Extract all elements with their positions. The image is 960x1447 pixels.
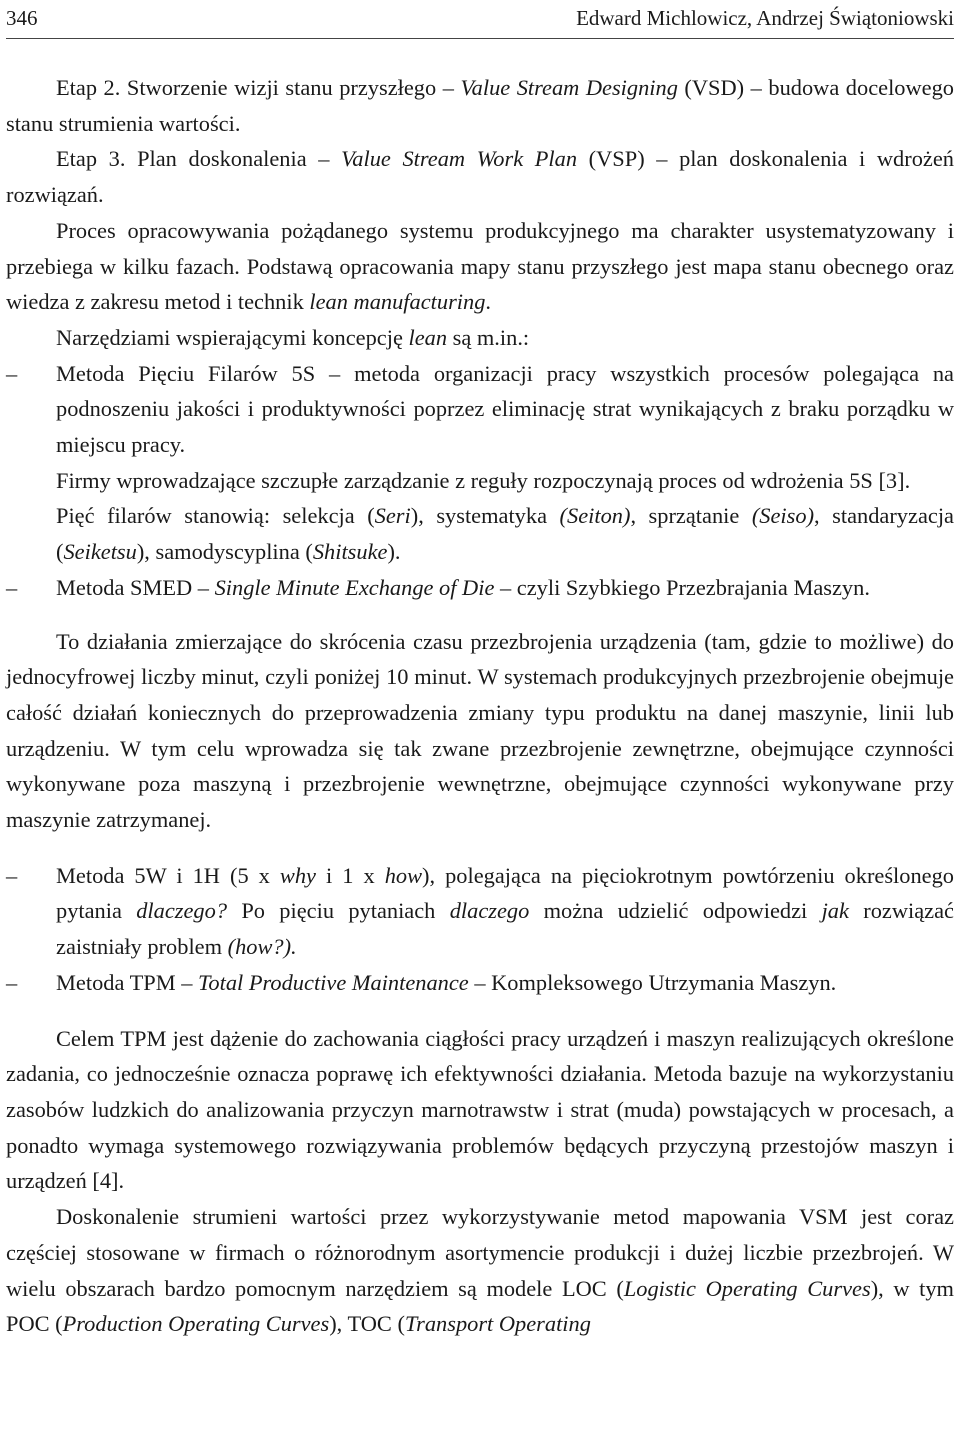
term-toc: Transport Operating [404,1311,591,1337]
header-authors: Edward Michlowicz, Andrzej Świątoniowski [576,5,954,30]
spacer [6,606,954,624]
text-run: ), TOC ( [329,1311,405,1337]
list-dash: – [6,360,18,386]
text-run: ), polegająca na pięciokrotnym powtórzeniu określonego pytania [56,862,954,924]
list-item-smed [6,570,954,606]
text-run: Po pięciu pytaniach [227,898,450,924]
term-poc: Production Operating Curves [62,1311,330,1337]
text-run: Doskonalenie strumieni wartości przez wykorzystywanie metod mapowania VSM jest coraz częściej stosowane w firmach o różnorodnym asortymencie produkcji i dużej liczbie przezbrojeń. W wielu obszarach bardzo pomocnym narzędziem są modele LOC ( [6,1204,954,1301]
text-run: ), samodyscyplina ( [136,539,313,565]
term-seiso: (Seiso) [751,503,815,529]
term-how: how [384,862,423,888]
list-dash: – [6,862,18,888]
list-item-text: Metoda Pięciu Filarów 5S – metoda organizacji pracy wszystkich procesów polegająca na podnoszeniu jakości i produktywności poprzez eliminację strat wynikających z braku porządku w miejscu pracy. [56,360,954,458]
list-item-text [56,965,954,1001]
text-run: Narzędziami wspierającymi koncepcję [56,324,409,350]
term-smed: Single Minute Exchange of Die [214,574,495,600]
term-shitsuke: Shitsuke [312,539,388,565]
term-jak: jak [821,898,849,924]
paragraph-etap2 [6,70,954,141]
text-run: (VSP) – plan doskonalenia i wdrożeń rozwiązań. [6,146,954,208]
paragraph-proces [6,213,954,320]
term-lean-manufacturing: lean manufacturing [309,289,486,315]
term-why: why [279,862,316,888]
body-text [6,70,954,1342]
list-item-5s [6,356,954,463]
list-item-text [56,858,954,965]
paragraph-5s-firms: Firmy wprowadzające szczupłe zarządzanie z reguły rozpoczynają proces od wdrożenia 5S [3]. [56,467,911,493]
paragraph-vsm [6,1199,954,1342]
text-run: Etap 3. Plan doskonalenia – [56,146,342,172]
term-dlaczego: dlaczego? [136,898,228,924]
running-header [6,4,954,32]
text-run: można udzielić odpowiedzi [529,898,822,924]
text-run: Proces opracowywania pożądanego systemu produkcyjnego ma charakter usystematyzowany i przebiega w kilku fazach. Podstawą opracowania mapy stanu przyszłego jest mapa stanu obecnego oraz wiedza z zakresu metod i technik [6,217,954,315]
header-rule [6,38,954,39]
list-item-text [56,570,954,606]
text-run: ). [387,539,401,565]
text-run: rozwiązać zaistniały problem [56,898,954,960]
paragraph-5s-pillars [6,498,954,569]
list-item-tpm [6,965,954,1001]
text-run: , standaryzacja ( [56,503,954,565]
term-seiton: (Seiton) [559,503,631,529]
term-dlaczego: dlaczego [449,898,530,924]
paragraph-tools [6,320,954,356]
text-run: , sprzątanie [630,503,752,529]
term-seiketsu: Seiketsu [63,539,137,565]
page-number: 346 [6,5,38,30]
list-dash: – [6,969,18,995]
term-loc: Logistic Operating Curves [623,1275,871,1301]
text-run: Metoda 5W i 1H (5 x [56,862,280,888]
text-run: Etap 2. Stworzenie wizji stanu przyszłego – [56,75,461,100]
text-run: – czyli Szybkiego Przezbrajania Maszyn. [494,574,870,600]
list-item-5w1h [6,858,954,965]
term-tpm: Total Productive Maintenance [198,969,469,995]
paragraph-etap3 [6,141,954,212]
term-vsd: Value Stream Designing [460,75,678,100]
text-run: – Kompleksowego Utrzymania Maszyn. [468,969,837,995]
text-run: ), systematyka [410,503,560,529]
text-run: Pięć filarów stanowią: selekcja ( [56,503,375,529]
text-run: Metoda TPM – [56,969,199,995]
text-run: ), w tym POC ( [6,1275,954,1337]
term-vsp: Value Stream Work Plan [341,146,578,172]
text-run: (VSD) – budowa docelowego stanu strumienia wartości. [6,75,954,136]
text-run: Metoda SMED – [56,574,215,600]
paragraph-tpm: Celem TPM jest dążenie do zachowania ciągłości pracy urządzeń i maszyn realizujących określone zadania, co jednocześnie oznacza poprawę ich efektywności działania. Metoda bazuje na wykorzystaniu zasobów ludzkich do analizowania przyczyn marnotrawstw i strat (muda) powstających w procesach, a ponadto wymaga systemowego rozwiązywania problemów będących przyczyną przestojów maszyn i urządzeń [4]. [6,1025,954,1194]
text-run: . [485,289,491,315]
list-dash: – [6,574,18,600]
text-run: i 1 x [315,862,385,888]
paragraph-smed: To działania zmierzające do skrócenia czasu przezbrojenia urządzenia (tam, gdzie to możliwe) do jednocyfrowej liczby minut, czyli poniżej 10 minut. W systemach produkcyjnych przezbrojenie obejmuje całość działań koniecznych do przeprowadzenia zmiany typu produktu na danej maszynie, linii lub urządzeniu. W tym celu wprowadza się tak zwane przezbrojenie zewnętrzne, obejmujące czynności wykonywane poza maszyną i przezbrojenie wewnętrzne, obejmujące czynności wykonywane przy maszynie zatrzymanej. [6,628,954,833]
term-how-question: (how?). [227,934,297,960]
text-run: są m.in.: [447,324,530,350]
term-lean: lean [408,324,448,350]
term-seri: Seri [374,503,411,529]
spacer [6,1001,954,1021]
spacer [6,838,954,858]
